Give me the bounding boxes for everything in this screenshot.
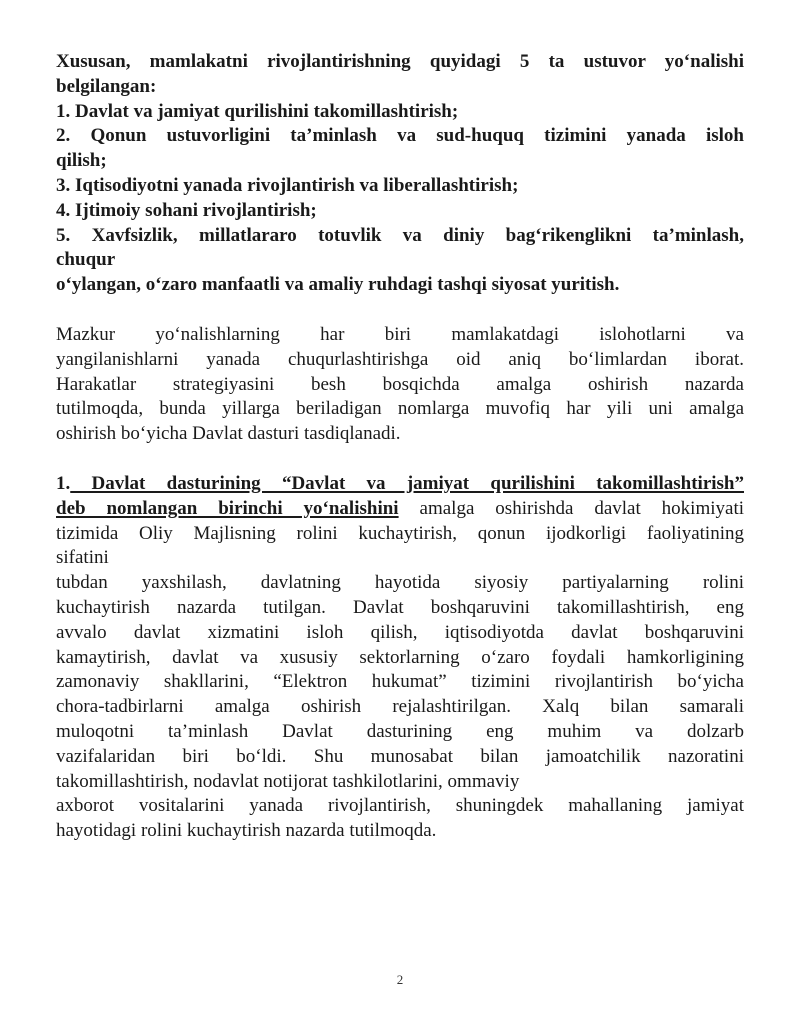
list-item-continuation: chuqur bbox=[56, 249, 116, 271]
section-heading-text: deb nomlangan birinchi yo‘nalishini bbox=[56, 497, 399, 519]
paragraph-line: kamaytirish, davlat va xususiy sektorlarning o‘zaro foydali hamkorligining bbox=[56, 646, 744, 668]
paragraph-line: chora-tadbirlarni amalga oshirish rejalashtirilgan. Xalq bilan samarali bbox=[56, 696, 744, 718]
paragraph-line: Mazkur yo‘nalishlarning har biri mamlakatdagi islohotlarni va bbox=[56, 323, 744, 345]
section-heading bbox=[56, 472, 744, 497]
list-item: 4. Ijtimoiy sohani rivojlantirish; bbox=[56, 199, 317, 221]
section-number: 1. bbox=[56, 472, 71, 494]
paragraph-first-direction bbox=[56, 472, 744, 844]
paragraph-line: Harakatlar strategiyasini besh bosqichda amalga oshirish nazarda bbox=[56, 373, 744, 395]
intro-line: belgilangan: bbox=[56, 75, 157, 97]
paragraph-line: oshirish bo‘yicha Davlat dasturi tasdiqlanadi. bbox=[56, 423, 401, 445]
paragraph-line: takomillashtirish, nodavlat notijorat tashkilotlarini, ommaviy bbox=[56, 770, 520, 792]
paragraph-line: axborot vositalarini yanada rivojlantirish, shuningdek mahallaning jamiyat bbox=[56, 795, 744, 817]
list-item: 3. Iqtisodiyotni yanada rivojlantirish va liberallashtirish; bbox=[56, 174, 519, 196]
paragraph-strategy-stages bbox=[56, 323, 744, 447]
list-item-continuation: qilish; bbox=[56, 150, 107, 172]
list-item: 5. Xavfsizlik, millatlararo totuvlik va diniy bag‘rikenglikni ta’minlash, bbox=[56, 224, 744, 246]
paragraph-line: kuchaytirish nazarda tutilgan. Davlat boshqaruvini takomillashtirish, eng bbox=[56, 596, 744, 618]
paragraph-line: zamonaviy shakllarini, “Elektron hukumat” tizimini rivojlantirish bo‘yicha bbox=[56, 671, 744, 693]
list-item: 2. Qonun ustuvorligini ta’minlash va sud-huquq tizimini yanada isloh bbox=[56, 125, 744, 147]
paragraph-line: hayotidagi rolini kuchaytirish nazarda tutilmoqda. bbox=[56, 820, 437, 842]
paragraph-line: vazifalaridan biri bo‘ldi. Shu munosabat bilan jamoatchilik nazoratini bbox=[56, 745, 744, 767]
paragraph-line: muloqotni ta’minlash Davlat dasturining eng muhim va dolzarb bbox=[56, 720, 744, 742]
list-item: 1. Davlat va jamiyat qurilishini takomillashtirish; bbox=[56, 100, 459, 122]
paragraph-line: yangilanishlarni yanada chuqurlashtirishga oid aniq bo‘limlardan iborat. bbox=[56, 348, 744, 370]
page-number: 2 bbox=[396, 972, 404, 987]
paragraph-line: sifatini bbox=[56, 547, 109, 569]
paragraph-text: amalga oshirishda davlat hokimiyati bbox=[398, 497, 744, 519]
section-heading-continued bbox=[56, 497, 744, 522]
priority-directions-list bbox=[56, 50, 744, 298]
paragraph-line: tizimida Oliy Majlisning rolini kuchaytirish, qonun ijodkorligi faoliyatining bbox=[56, 522, 744, 544]
intro-line: Xususan, mamlakatni rivojlantirishning quyidagi 5 ta ustuvor yo‘nalishi bbox=[56, 51, 744, 72]
paragraph-line: tubdan yaxshilash, davlatning hayotida siyosiy partiyalarning rolini bbox=[56, 572, 744, 594]
paragraph-line: avvalo davlat xizmatini isloh qilish, iqtisodiyotda davlat boshqaruvini bbox=[56, 621, 744, 643]
list-item-continuation: o‘ylangan, o‘zaro manfaatli va amaliy ruhdagi tashqi siyosat yuritish. bbox=[56, 274, 620, 296]
section-heading-text: Davlat dasturining “Davlat va jamiyat qurilishini takomillashtirish” bbox=[70, 472, 744, 494]
paragraph-line: tutilmoqda, bunda yillarga beriladigan nomlarga muvofiq har yili uni amalga bbox=[56, 398, 744, 420]
document-page bbox=[56, 50, 744, 844]
